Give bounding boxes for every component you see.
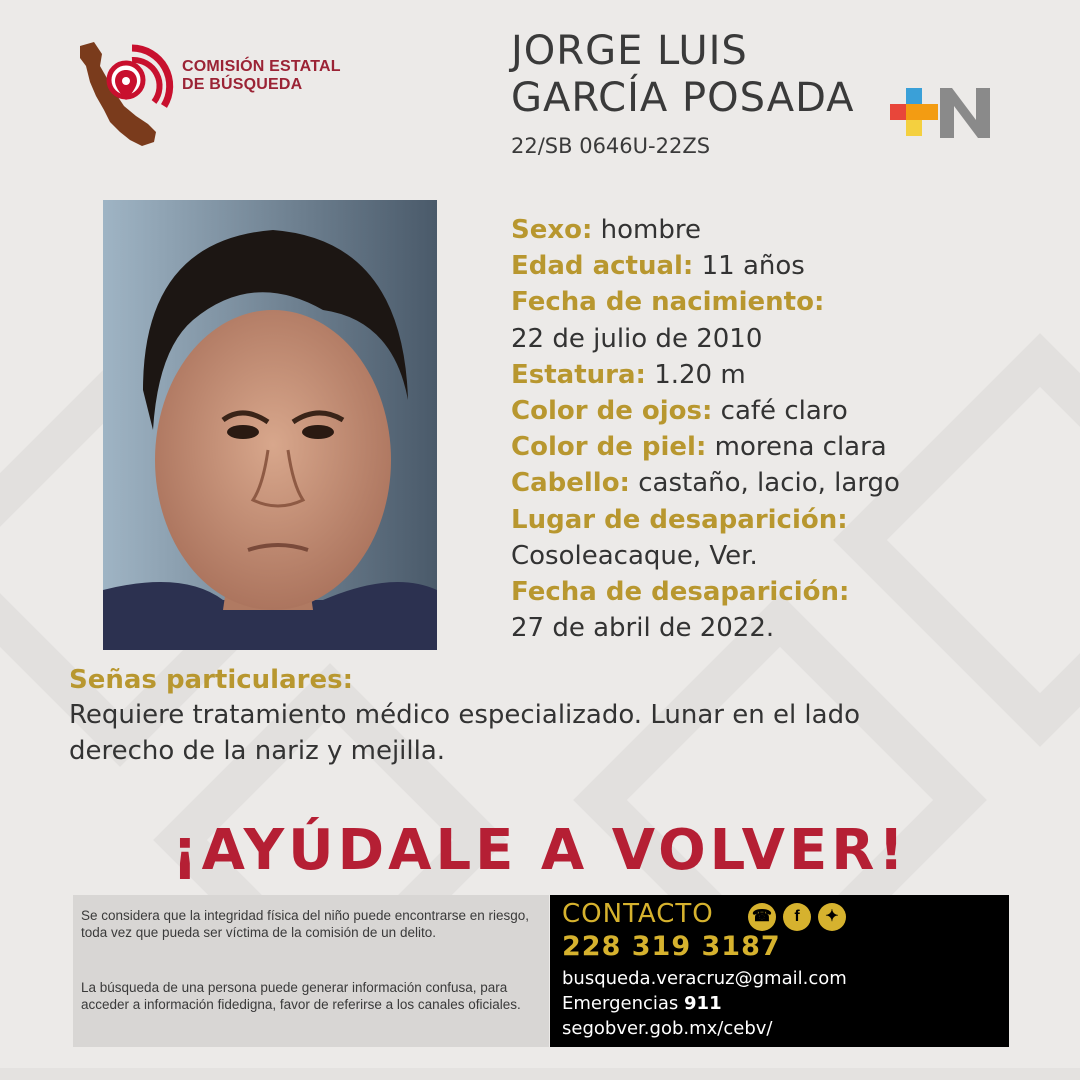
person-details xyxy=(511,212,1051,646)
contact-title: CONTACTO xyxy=(562,899,714,929)
person-name xyxy=(511,28,855,122)
detail-label: Color de ojos: xyxy=(511,396,713,427)
contact-box xyxy=(550,895,1009,1047)
detail-value: hombre xyxy=(600,215,701,245)
detail-nacimiento-value: 22 de julio de 2010 xyxy=(511,323,763,354)
detail-fecha-value: 27 de abril de 2022. xyxy=(511,613,775,644)
organization-name-line2: DE BÚSQUEDA xyxy=(182,76,303,93)
detail-fecha-label xyxy=(511,574,1051,610)
organization-name xyxy=(182,58,341,94)
disclaimer-paragraph-2: La búsqueda de una persona puede generar información confusa, para acceder a información fidedigna, favor de referirse a los canales oficiales. xyxy=(81,980,521,1012)
case-folio: 22/SB 0646U-22ZS xyxy=(511,134,711,158)
organization-name-line1: COMISIÓN ESTATAL xyxy=(182,58,341,75)
organization-logo xyxy=(72,36,372,156)
detail-cabello xyxy=(511,465,1051,501)
brand-plus-n-logo xyxy=(890,88,990,140)
detail-value: 11 años xyxy=(701,251,805,282)
detail-lugar-value: Cosoleacaque, Ver. xyxy=(511,540,758,571)
detail-nacimiento-label xyxy=(511,284,1051,320)
call-to-action-heading: ¡AYÚDALE A VOLVER! xyxy=(172,818,908,883)
detail-value: café claro xyxy=(720,396,848,427)
distinguishing-marks-line1: Requiere tratamiento médico especializado. Lunar en el lado xyxy=(69,700,860,730)
disclaimer-box xyxy=(73,895,549,1047)
detail-estatura xyxy=(511,357,1051,393)
emergency-number[interactable]: 911 xyxy=(684,993,722,1014)
facebook-icon[interactable]: f xyxy=(783,903,811,931)
detail-value: castaño, lacio, largo xyxy=(638,468,900,499)
missing-person-photo xyxy=(103,200,437,650)
contact-phone[interactable]: 228 319 3187 xyxy=(562,931,781,962)
person-name-line1: JORGE LUIS xyxy=(511,28,748,74)
emergency-label: Emergencias xyxy=(562,993,679,1014)
detail-sexo xyxy=(511,212,1051,248)
twitter-icon[interactable]: ✦ xyxy=(818,903,846,931)
detail-label: Estatura: xyxy=(511,359,646,390)
detail-edad xyxy=(511,248,1051,284)
detail-label: Lugar de desaparición: xyxy=(511,504,848,535)
disclaimer-paragraph-1: Se considera que la integridad física del niño puede encontrarse en riesgo, toda vez que pueda ser víctima de la comisión de un delito. xyxy=(81,908,530,940)
detail-ojos xyxy=(511,393,1051,429)
detail-piel xyxy=(511,429,1051,465)
detail-label: Edad actual: xyxy=(511,251,694,282)
contact-icons xyxy=(748,903,853,931)
detail-lugar-label xyxy=(511,502,1051,538)
detail-value: 1.20 m xyxy=(654,359,746,390)
detail-label: Fecha de desaparición: xyxy=(511,577,850,608)
contact-emergency xyxy=(562,993,722,1014)
phone-icon[interactable]: ☎ xyxy=(748,903,776,931)
detail-label: Cabello: xyxy=(511,468,630,499)
detail-label: Sexo: xyxy=(511,215,593,245)
veracruz-map-pin-icon xyxy=(72,36,182,151)
contact-email[interactable]: busqueda.veracruz@gmail.com xyxy=(562,968,847,989)
detail-label: Color de piel: xyxy=(511,432,707,463)
distinguishing-marks-line2: derecho de la nariz y mejilla. xyxy=(69,736,446,766)
detail-value: morena clara xyxy=(714,432,887,463)
detail-label: Fecha de nacimiento: xyxy=(511,287,825,318)
distinguishing-marks-label: Señas particulares: xyxy=(69,665,353,695)
contact-website[interactable]: segobver.gob.mx/cebv/ xyxy=(562,1018,773,1039)
distinguishing-marks xyxy=(69,663,1029,769)
person-name-line2: GARCÍA POSADA xyxy=(511,75,855,121)
